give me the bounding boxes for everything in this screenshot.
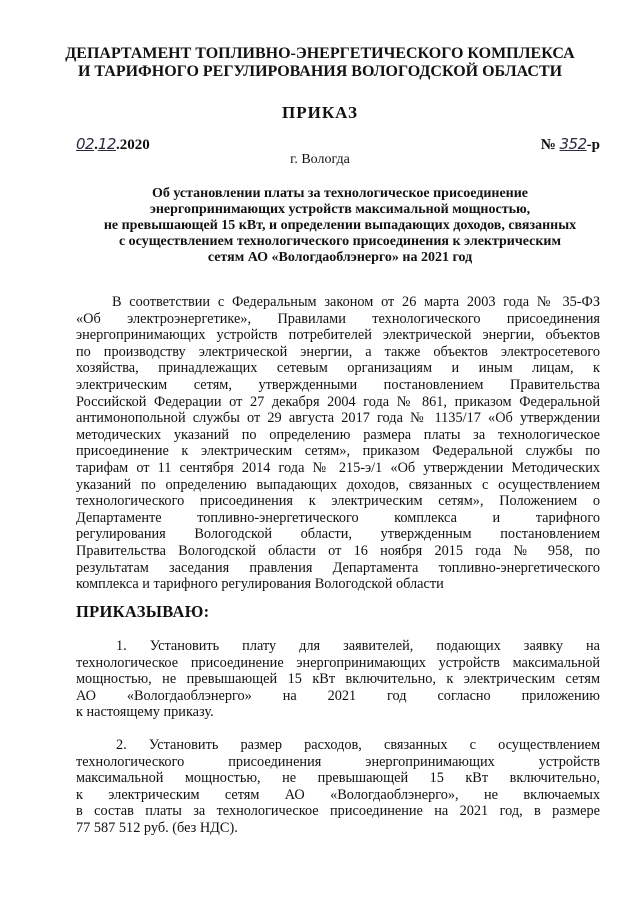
order-heading: ПРИКАЗЫВАЮ:: [76, 602, 210, 621]
subject-line: Об установлении платы за технологическое присоединение: [151, 186, 529, 201]
department-name: [40, 45, 600, 81]
paragraph-line: В соответствии с Федеральным законом от 26 марта 2003 года № 35-ФЗ: [112, 294, 600, 310]
paragraph-line: «Об электроэнергетике», Правилами технологического присоединения: [76, 310, 600, 327]
subject-line: энергопринимающих устройств максимальной мощностью,: [149, 202, 531, 217]
paragraph-line: технологического присоединения к электрическим сетям», Положением о: [76, 493, 600, 510]
paragraph-line: энергопринимающих устройств потребителей электрической энергии, объектов: [76, 327, 600, 344]
department-line-2: И ТАРИФНОГО РЕГУЛИРОВАНИЯ ВОЛОГОДСКОЙ ОБЛАСТИ: [77, 63, 563, 80]
paragraph-line: Департаменте топливно-энергетического комплекса и тарифного: [76, 509, 600, 526]
paragraph-line: в состав платы за технологическое присоединение на 2021 год, в размере: [76, 803, 600, 820]
paragraph-line: 1. Установить плату для заявителей, подающих заявку на: [116, 638, 600, 654]
city: г. Вологда: [290, 152, 350, 167]
order-item-2: [76, 737, 600, 837]
subject-line: с осуществлением технологического присоединения к электрическим: [118, 234, 562, 249]
paragraph-line: присоединение к электрическим сетям», приказом Федеральной службы по: [76, 443, 600, 460]
document-type: ПРИКАЗ: [282, 103, 358, 122]
paragraph-line: результатам заседания правления Департамента топливно-энергетического: [76, 559, 600, 576]
paragraph-line: тарифам от 11 сентября 2014 года № 215-э/1 «Об утверждении Методических: [76, 459, 600, 476]
paragraph-line: хозяйства, принадлежащих сетевым организациям и иным лицам, к: [76, 360, 600, 377]
order-subject: [76, 186, 604, 266]
paragraph-line: методических указаний по определению размера платы за технологическое: [76, 426, 600, 443]
paragraph-line: 2. Установить размер расходов, связанных с осуществлением: [116, 737, 600, 753]
paragraph-line: по производству электрической энергии, а также объектов электросетевого: [76, 343, 600, 360]
paragraph-line: Российской Федерации от 27 декабря 2004 года № 861, приказом Федеральной: [76, 393, 600, 410]
paragraph-line: технологическое присоединение энергопринимающих устройств максимальной: [76, 654, 600, 671]
paragraph-line: АО «Вологдаоблэнерго» на 2021 год согласно приложению: [76, 687, 600, 704]
paragraph-line: 77 587 512 руб. (без НДС).: [76, 819, 238, 836]
subject-line: не превышающей 15 кВт, и определении выпадающих доходов, связанных: [103, 218, 577, 233]
subject-line: сетям АО «Вологдаоблэнерго» на 2021 год: [207, 250, 473, 265]
handwritten-month: 12: [97, 135, 116, 153]
paragraph-line: антимонопольной службы от 29 августа 2017 года № 1135/17 «Об утверждении: [76, 410, 600, 427]
paragraph-line: электрическим сетям, утвержденными постановлением Правительства: [76, 376, 600, 393]
paragraph-line: указаний по определению выпадающих доходов, связанных с осуществлением: [76, 476, 600, 493]
date-year: .2020: [115, 137, 150, 153]
paragraph-line: Правительства Вологодской области от 16 ноября 2015 года № 958, по: [76, 542, 600, 559]
paragraph-line: к настоящему приказу.: [76, 704, 214, 721]
paragraph-line: мощностью, не превышающей 15 кВт включительно, к электрическим сетям: [76, 671, 600, 688]
preamble-paragraph: [76, 294, 600, 593]
paragraph-line: максимальной мощностью, не превышающей 15 кВт включительно,: [76, 770, 600, 787]
number-prefix: №: [540, 137, 560, 153]
handwritten-day: 02: [76, 135, 95, 153]
paragraph-line: комплекса и тарифного регулирования Вологодской области: [76, 576, 444, 593]
department-line-1: ДЕПАРТАМЕНТ ТОПЛИВНО-ЭНЕРГЕТИЧЕСКОГО КОМПЛЕКСА: [65, 45, 575, 62]
order-item-1: [76, 638, 600, 721]
handwritten-number: 352: [559, 135, 587, 153]
date-separator: .: [94, 137, 98, 153]
paragraph-line: регулирования Вологодской области, утвержденным постановлением: [76, 526, 600, 543]
paragraph-line: технологического присоединения энергопринимающих устройств: [76, 753, 600, 770]
number-suffix: -р: [586, 137, 600, 153]
paragraph-line: к электрическим сетям АО «Вологдаоблэнерго», не включаемых: [76, 786, 600, 803]
